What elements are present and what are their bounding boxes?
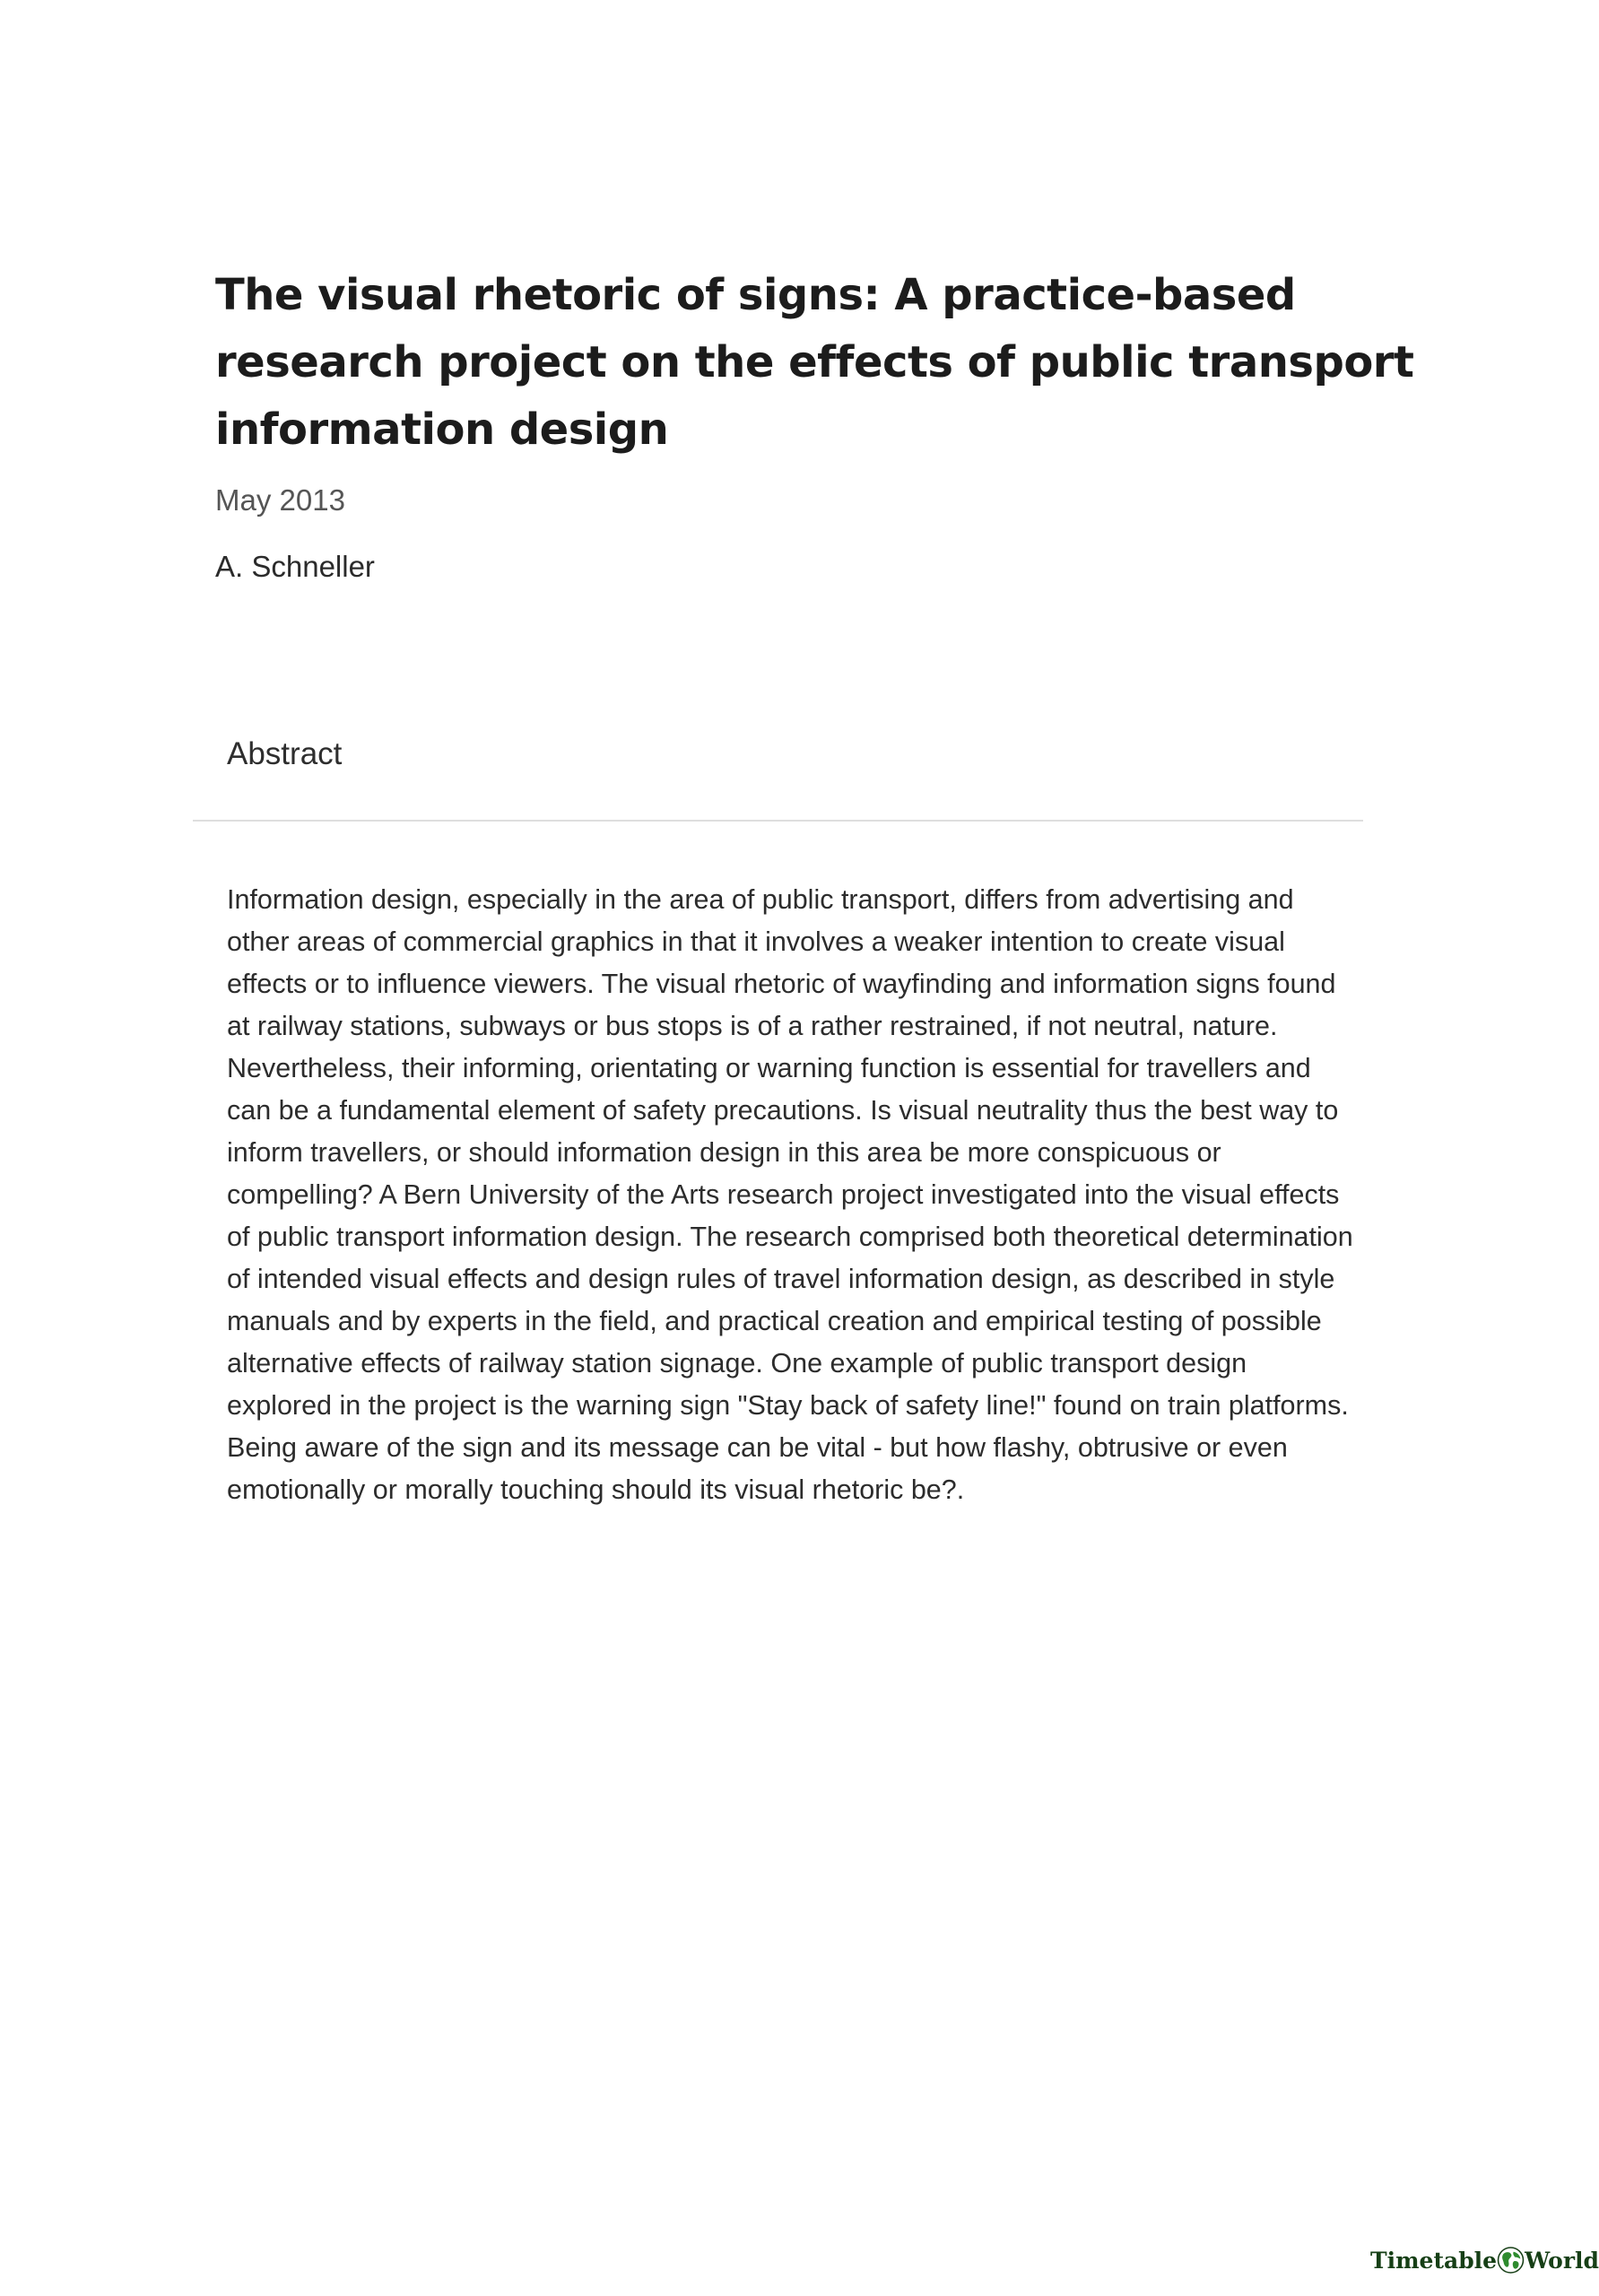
abstract-heading: Abstract (227, 736, 343, 771)
logo-right-word: World (1525, 2247, 1599, 2274)
section-divider (193, 820, 1363, 822)
author-name: A. Schneller (215, 550, 375, 583)
paper-title: The visual rhetoric of signs: A practice-based research project on the effects of public transport information design (215, 270, 1414, 455)
publication-date: May 2013 (215, 483, 345, 517)
abstract-text: Information design, especially in the area of public transport, differs from advertising and other areas of commercial graphics in that it involves a weaker intention to create visual effects or to influence viewers. The visual rhetoric of wayfinding and information signs found at railway stations, subways or bus stops is of a rather restrained, if not neutral, nature. Nevertheless, their informing, orientating or warning function is essential for travellers and can be a fundamental element of safety precautions. Is visual neutrality thus the best way to inform travellers, or should information design in this area be more conspicuous or compelling? A Bern University of the Arts research project investigated into the visual effects of public transport information design. The research comprised both theoretical determination of intended visual effects and design rules of travel information design, as described in style manuals and by experts in the field, and practical creation and empirical testing of possible alternative effects of railway station signage. One example of public transport design explored in the project is the warning sign "Stay back of safety line!" found on train platforms. Being aware of the sign and its message can be vital - but how flashy, obtrusive or even emotionally or morally touching should its visual rhetoric be?. (227, 884, 1353, 1505)
logo-left-word: Timetable (1370, 2247, 1498, 2274)
timetable-world-logo (1370, 2233, 1599, 2287)
globe-icon (1497, 2234, 1525, 2286)
